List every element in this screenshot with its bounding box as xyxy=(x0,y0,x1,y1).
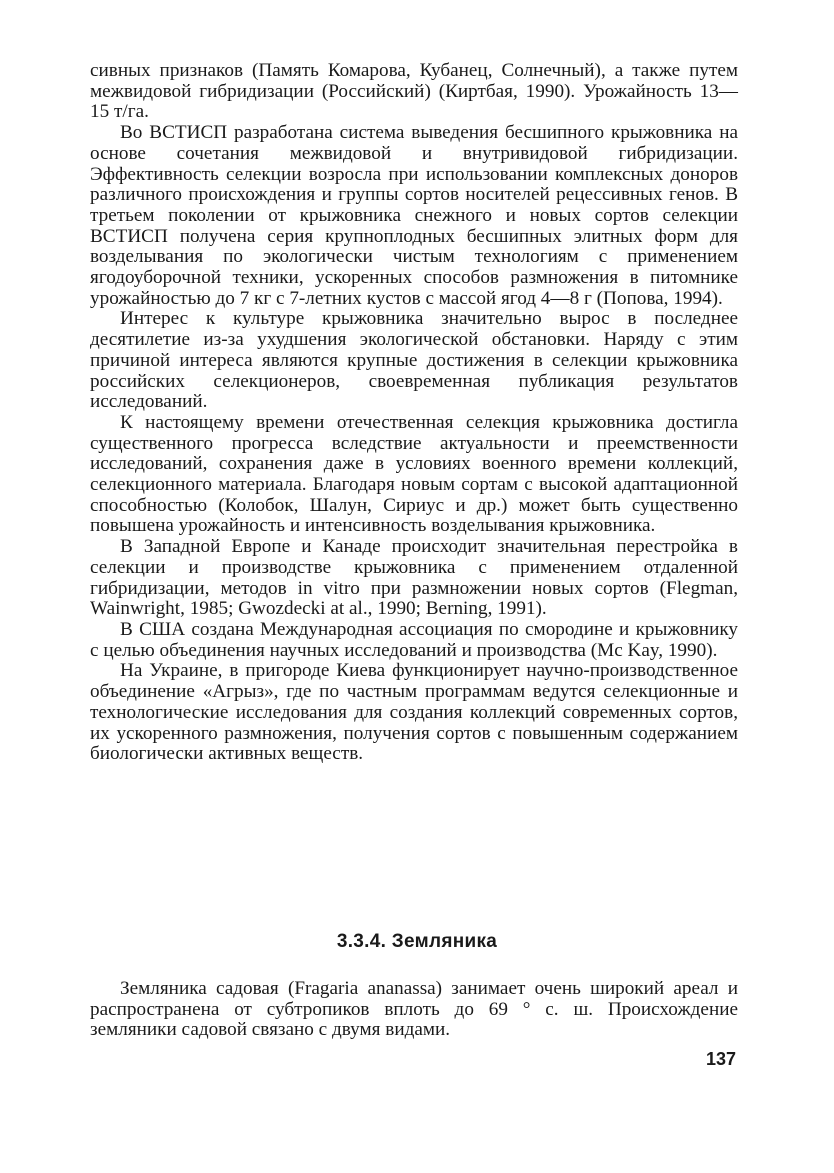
paragraph: В США создана Международная ассоциация по смородине и крыжовнику с целью объединения научных исследований и производства (Mc Kay, 1990). xyxy=(90,618,738,661)
paragraph: На Украине, в пригороде Киева функционирует научно-производственное объединение «Агрыз», где по частным программам ведутся селекционные и технологические исследования для создания коллекций современных сортов, их ускоренного размножения, получения сортов с повышенным содержанием биологически активных веществ. xyxy=(90,660,738,765)
paragraph: Во ВСТИСП разработана система выведения бесшипного крыжовника на основе сочетания межвидовой и внутривидовой гибридизации. Эффективность селекции возросла при использовании комплексных доноров различного происхождения и группы сортов носителей рецессивных генов. В третьем поколении от крыжовника снежного и новых сортов селекции ВСТИСП получена серия крупноплодных бесшипных элитных форм для возделывания по экологически чистым технологиям с применением ягодоуборочной техники, ускоренных способов размножения в питомнике урожайностью до 7 кг с 7-летних кустов с массой ягод 4—8 г (Попова, 1994). xyxy=(90,122,738,309)
section-heading: 3.3.4. Земляника xyxy=(336,931,498,952)
paragraph: В Западной Европе и Канаде происходит значительная перестройка в селекции и производстве крыжовника с применением отдаленной гибридизации, методов in vitro при размножении новых сортов (Flegman, Wainwright, 1985; Gwozdecki at al., 1990; Berning, 1991). xyxy=(90,536,738,620)
paragraph: К настоящему времени отечественная селекция крыжовника достигла существенного прогресса вследствие актуальности и преемственности исследований, сохранения даже в условиях военного времени коллекций, селекционного материала. Благодаря новым сортам с высокой адаптационной способностью (Колобок, Шалун, Сириус и др.) может быть существенно повышена урожайность и интенсивность возделывания крыжовника. xyxy=(90,411,738,537)
paragraph: Земляника садовая (Fragaria ananassa) занимает очень широкий ареал и распространена от субтропиков вплоть до 69 ° с. ш. Происхождение земляники садовой связано с двумя видами. xyxy=(90,978,738,1041)
paragraph: Интерес к культуре крыжовника значительно вырос в последнее десятилетие из-за ухудшения экологической обстановки. Наряду с этим причиной интереса являются крупные достижения в селекции крыжовника российских селекционеров, своевременная публикация результатов исследований. xyxy=(90,308,738,413)
body-text-top xyxy=(90,61,738,765)
body-text-bottom xyxy=(90,979,738,1041)
page-number: 137 xyxy=(705,1049,736,1069)
paragraph-continuation: сивных признаков (Память Комарова, Кубанец, Солнечный), а также путем межвидовой гибридизации (Российский) (Киртбая, 1990). Урожайность 13—15 т/га. xyxy=(90,60,738,123)
